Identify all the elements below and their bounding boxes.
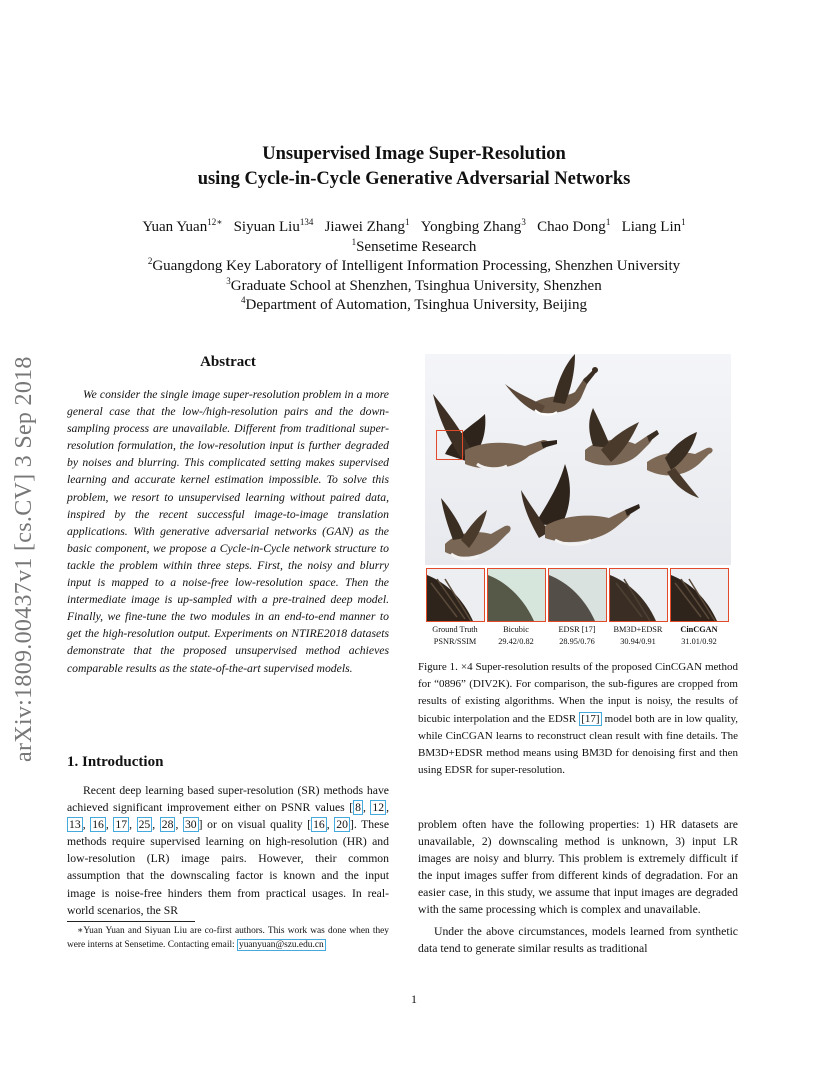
footnote-text: ∗Yuan Yuan and Siyuan Liu are co-first authors. This work was done when they were interns at Sensetime. Contacting email: [67,926,389,950]
intro-text-c: . These methods require supervised learning on high-resolution (HR) and low-resolution (LR) image pairs. However, their common assumption that the downscaling factor is known and the input image is noise-free hinders them from practical usages. In real-world scenarios, the SR [67,818,390,917]
email-link[interactable]: yuanyuan@szu.edu.cn [239,939,324,950]
author-affiliation-marker: 1 [605,217,611,227]
citation-link[interactable]: 8 [355,801,361,815]
crop-bm3d-edsr [609,568,668,622]
citation-link[interactable]: 12 [372,801,385,815]
abstract-heading: Abstract [200,354,256,370]
crop-cincgan [670,568,729,622]
crop-label-0: Ground Truth PSNR/SSIM [432,625,478,646]
crop-label-4: CinCGAN 31.01/0.92 [680,625,718,646]
abstract-text: We consider the single image super-resolution problem in a more general case that the low-/high-resolution pairs and the down-sampling process are unavailable. Different from traditional super-resolution formulation, the low-resolution input is further degraded by noises and blurring. This complicated setting makes supervised learning and accurate kernel estimation impossible. To solve this problem, we resort to unsupervised learning without paired data, inspired by the recent successful image-to-image translation applications. With generative adversarial networks (GAN) as the basic component, we propose a Cycle-in-Cycle network structure to tackle the problem within three steps. First, the noisy and blurry input is mapped to a noise-free low-resolution space. Then the intermediate image is up-sampled with a pre-trained deep model. Finally, we fine-tune the two modules in an end-to-end manner to get the high-resolution output. Experiments on NTIRE2018 datasets demonstrate that the proposed unsupervised method achieves comparable results as the state-of-the-art supervised models. [67,388,389,675]
citation-link[interactable]: 13 [69,818,81,832]
citation-link[interactable]: 30 [184,818,197,832]
author-name: Siyuan Liu$^{134}$ [233,217,314,235]
right-paragraph-1: problem often have the following properties: 1) HR datasets are unavailable, 2) downscaling method is unknown, 3) input LR images are noisy and blurry. This problem is extremely difficult if the input images suffer from different kinds of degradation. For an easier case, in this study, we assume that input images are degraded with the same processing which is complex and unavailable. [418,818,738,917]
crop-label-1: Bicubic 29.42/0.82 [498,625,534,646]
crop-bicubic [487,568,546,622]
caption-citation[interactable]: [17] [581,712,600,725]
citation-link[interactable]: 28 [161,818,174,832]
wing-crop-cincgan [671,569,728,621]
figure-main-image [425,354,731,565]
page-number: 1 [411,992,417,1006]
intro-text-b: or on visual quality [202,818,308,832]
citation-link[interactable]: 25 [138,818,151,832]
right-paragraph-2: Under the above circumstances, models learned from synthetic data tend to generate similar results as traditional [418,924,738,955]
author-name: Liang Lin$^1$ [621,217,686,235]
citation-group-2: 16 , 20 [313,818,348,832]
author-affiliation-marker: 1 [681,217,686,227]
author-affiliation-marker: 12∗ [207,217,223,227]
author-name: Chao Dong$^1$ [537,217,611,235]
footnote [67,925,389,952]
crop-label-3: BM3D+EDSR 30.94/0.91 [613,625,663,646]
author-name: Yongbing Zhang$^3$ [420,217,526,235]
crop-ground-truth [426,568,485,622]
affiliation-line: $^1$Sensetime Research [351,236,477,255]
intro-text-a: Recent deep learning based super-resolution (SR) methods have achieved significant improvement either on PSNR values [67,784,389,815]
affiliation-line: $^3$Graduate School at Shenzhen, Tsinghua University, Shenzhen [226,275,602,294]
title-line-2: using Cycle-in-Cycle Generative Adversarial Networks [197,169,631,189]
footnote-rule [67,921,195,922]
paper-title [0,142,828,192]
crop-label-2: EDSR [17] 28.95/0.76 [558,625,596,646]
title-line-1: Unsupervised Image Super-Resolution [262,144,566,164]
citation-group-1: 8 , 12 , 13 , 16 , 17 , 25 , 28 , 30 [69,801,390,832]
wing-crop-edsr [549,569,606,621]
geese-illustration [425,354,731,565]
right-column-text [418,816,738,957]
author-block [0,218,828,316]
citation-link[interactable]: 17 [115,818,128,832]
figure-caption: Figure 1. ×4 Super-resolution results of the proposed CinCGAN method for “0896” (DIV2K). For comparison, the sub-figures are cropped from results of existing algorithms. When the input is noisy, the results of bicubic interpolation and the EDSR [17] model both are in low quality, while CinCGAN learns to reconstruct clean result with fine details. The BM3D+EDSR method means using BM3D for denoising first and then using EDSR for super-resolution. [418,661,738,777]
affiliation-line: $^4$Department of Automation, Tsinghua University, Beijing [241,295,587,314]
wing-crop-bicubic [488,569,545,621]
citation-link[interactable]: 20 [336,818,348,832]
author-affiliation-marker: 3 [521,217,526,227]
citation-link[interactable]: 16 [92,818,104,832]
affiliations [0,238,828,316]
author-affiliation-marker: 134 [299,217,314,227]
affiliation-line: $^2$Guangdong Key Laboratory of Intelligent Information Processing, Shenzhen University [147,256,681,275]
author-name: Yuan Yuan$^{12∗}$ [142,217,223,235]
author-names [0,218,828,238]
citation-link[interactable]: 16 [313,818,325,832]
author-affiliation-marker: 1 [404,217,410,227]
wing-crop-gt [427,569,484,621]
section-heading-introduction: 1. Introduction [67,754,164,770]
intro-paragraph: Recent deep learning based super-resolution (SR) methods have achieved significant improvement either on PSNR values [ 8 , 12 , 13 , 16 , 17 , 25 , 28 , 30 ] or on visual quality [ 16 , 20 ]. These methods require supervised learning on high-resolution (HR) and low-resolution (LR) image pairs. However, their common assumption that the downscaling factor is known and the input image is noise-free hinders them from practical usages. In real-world scenarios, the SR [67,784,390,917]
author-name: Jiawei Zhang$^1$ [324,217,410,235]
wing-crop-bm3d [610,569,667,621]
zoom-region-box [436,430,463,460]
crop-edsr [548,568,607,622]
arxiv-stamp: arXiv:1809.00437v1 [cs.CV] 3 Sep 2018 [11,356,37,762]
